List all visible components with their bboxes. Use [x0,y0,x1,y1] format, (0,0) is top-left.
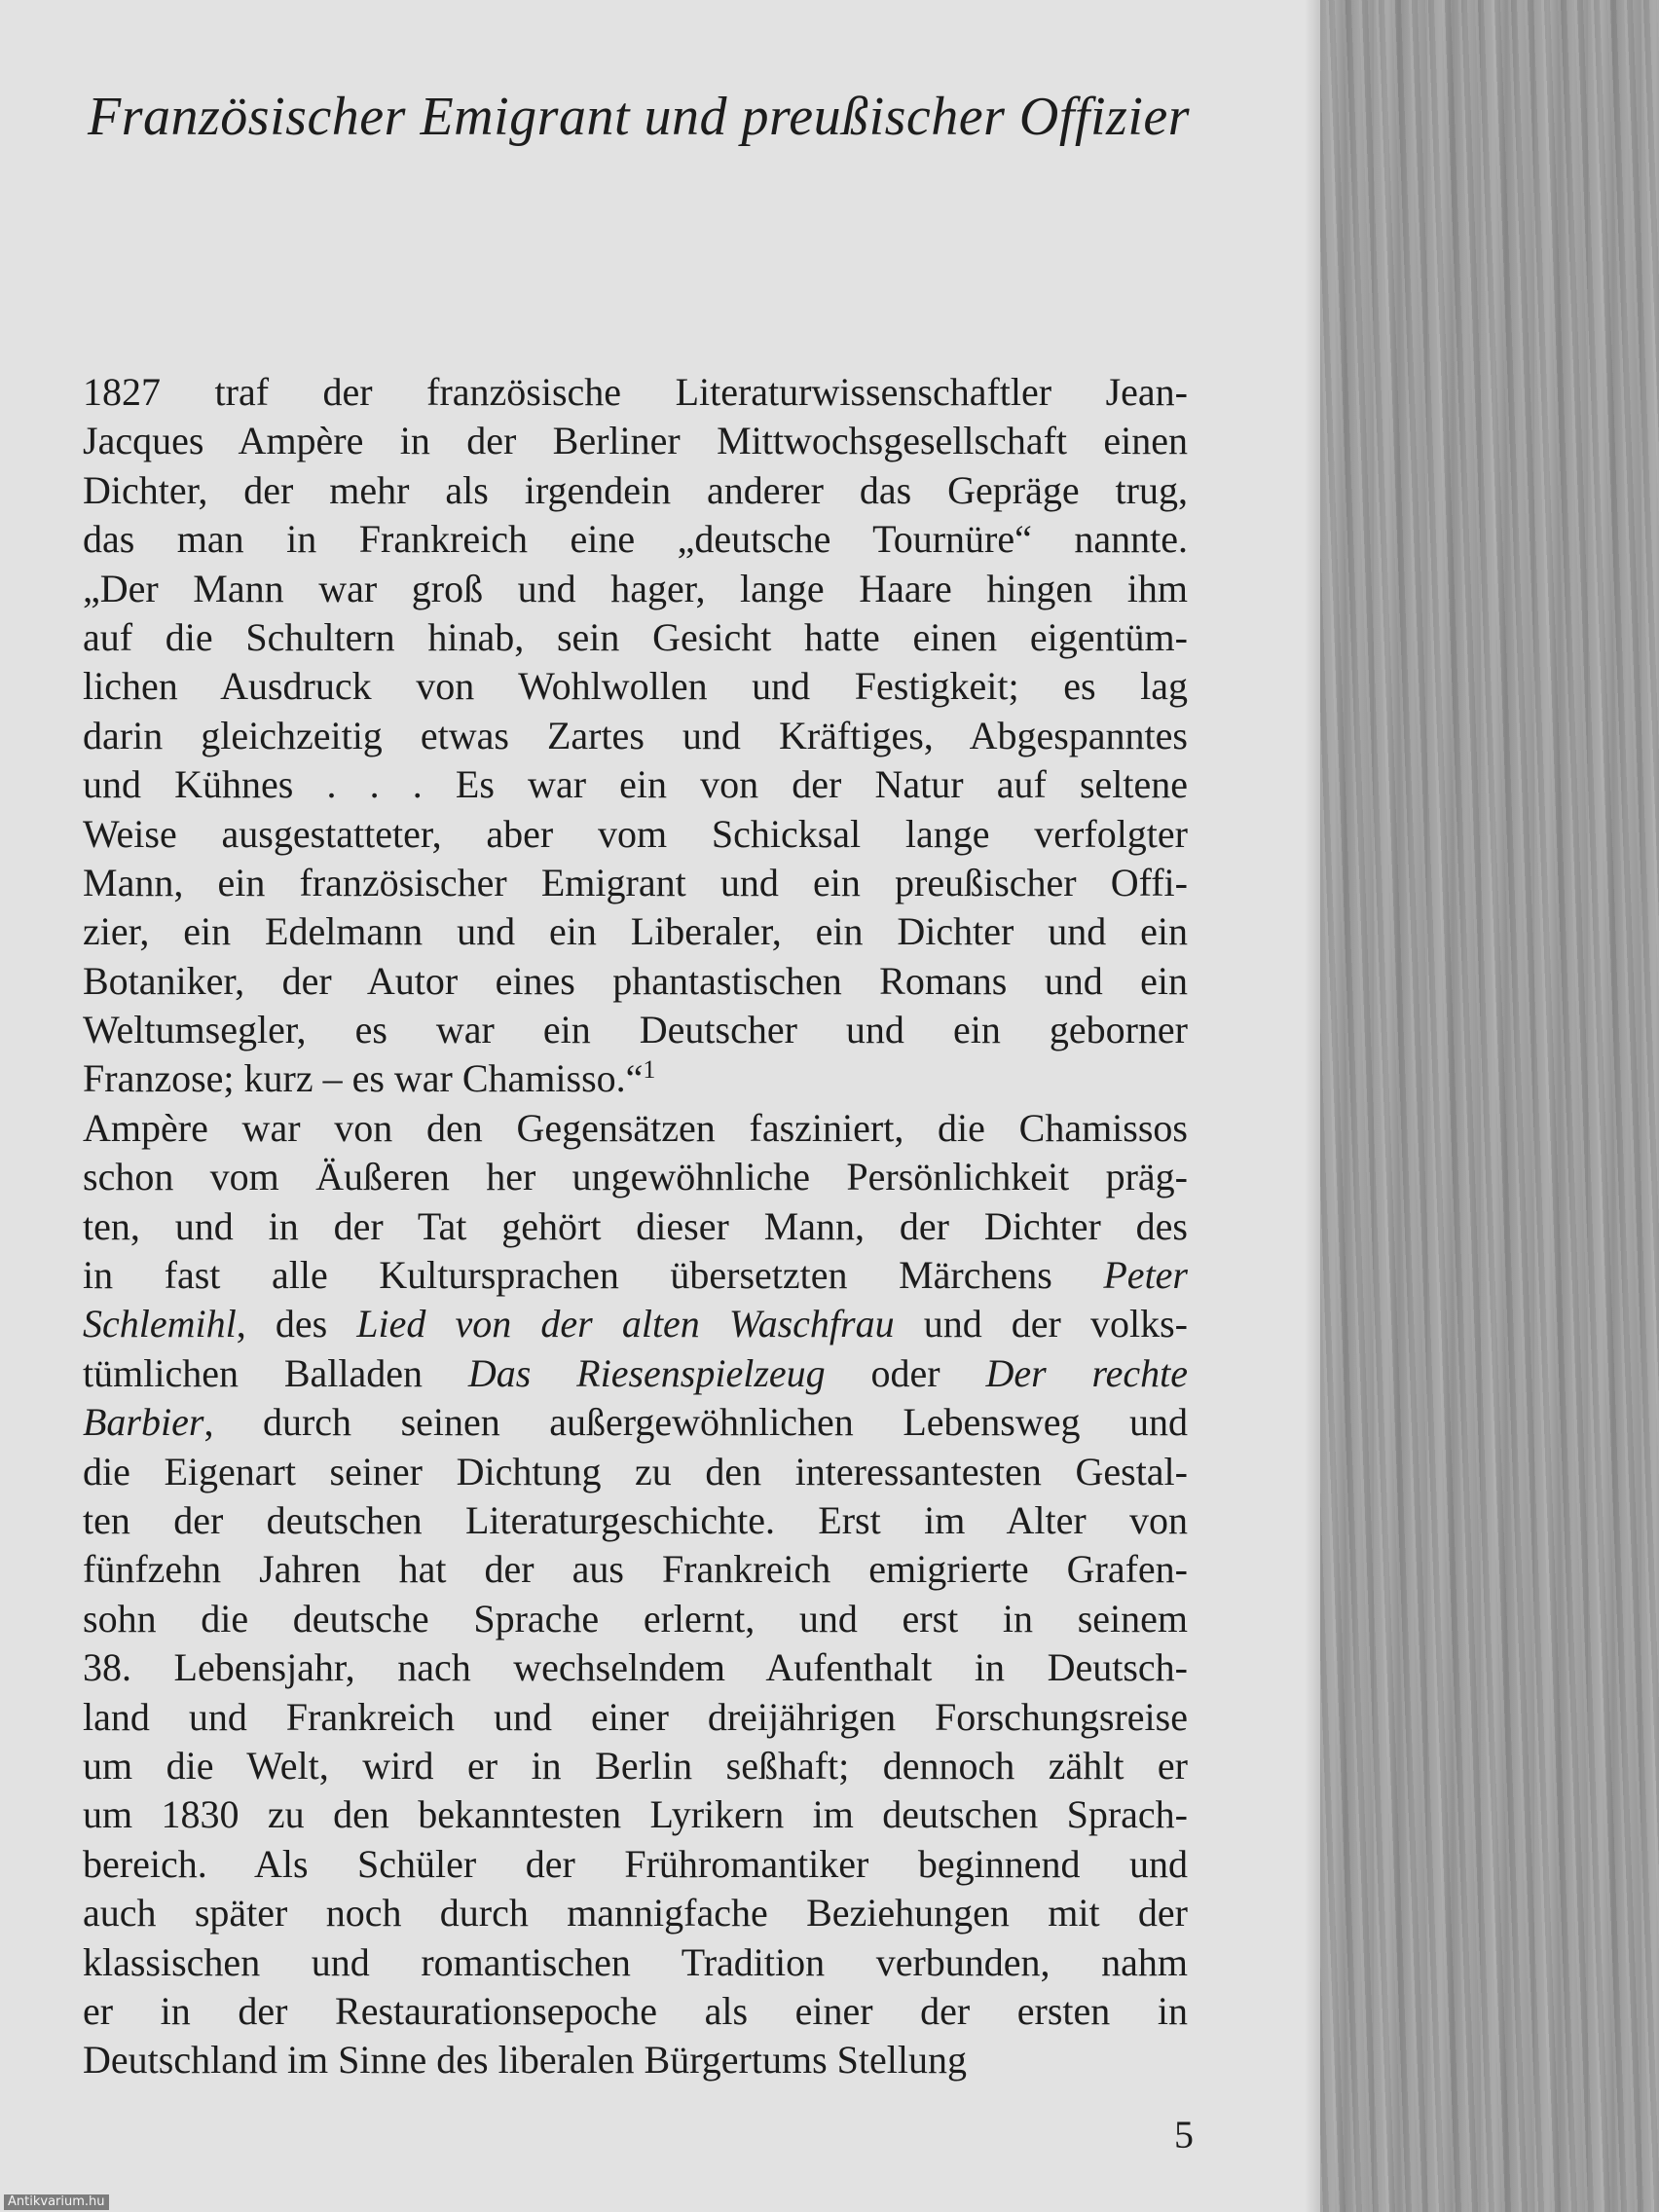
text-line [83,2036,1188,2084]
text-segment: bereich. Als Schüler der Frühromantiker beginnend und [83,1841,1188,1886]
text-segment: Lied von der alten Waschfrau [356,1302,895,1346]
text-segment: das man in Frankreich eine „deutsche Tournüre“ nannte. [83,517,1188,562]
text-line [83,1300,1188,1348]
text-segment: land und Frankreich und einer dreijährigen Forschungsreise [83,1694,1188,1739]
text-segment: die Eigenart seiner Dichtung zu den interessantesten Gestal- [83,1449,1188,1493]
text-segment: Mann, ein französischer Emigrant und ein preußischer Offi- [83,860,1188,904]
text-segment: Weise ausgestatteter, aber vom Schicksal lange verfolgter [83,811,1188,856]
text-line [83,368,1188,417]
text-line [83,1202,1188,1251]
text-segment: Der rechte [985,1350,1188,1395]
text-segment: ten der deutschen Literaturgeschichte. Erst im Alter von [83,1497,1188,1542]
text-line [83,1496,1188,1545]
text-segment: um die Welt, wird er in Berlin seßhaft; dennoch zählt er [83,1743,1188,1788]
text-segment: , durch seinen außergewöhnlichen Lebensweg und [203,1400,1188,1445]
text-line [83,1595,1188,1643]
body-text [83,368,1188,2085]
text-segment: er in der Restaurationsepoche als einer der ersten in [83,1988,1188,2033]
text-segment: 1827 traf der französische Literaturwissenschaftler Jean- [83,370,1188,414]
text-segment: um 1830 zu den bekanntesten Lyrikern im deutschen Sprach- [83,1792,1188,1837]
text-segment: Ampère war von den Gegensätzen fasziniert, die Chamissos [83,1105,1188,1150]
text-line [83,907,1188,956]
text-segment: und Kühnes . . . Es war ein von der Natur auf seltene [83,762,1188,807]
text-segment: sohn die deutsche Sprache erlernt, und erst in seinem [83,1596,1188,1641]
text-segment: Peter [1103,1253,1188,1298]
text-segment: lichen Ausdruck von Wohlwollen und Festigkeit; es lag [83,664,1188,709]
text-segment: tümlichen Balladen [83,1350,468,1395]
text-segment: ten, und in der Tat gehört dieser Mann, der Dichter des [83,1203,1188,1248]
text-segment: „Der Mann war groß und hager, lange Haare hingen ihm [83,566,1188,610]
text-segment: Deutschland im Sinne des liberalen Bürgertums Stellung [83,2038,968,2083]
text-segment: Schlemihl [83,1302,237,1346]
text-segment: und der volks- [894,1302,1188,1346]
text-segment: auch später noch durch mannigfache Beziehungen mit der [83,1891,1188,1936]
text-line [83,1153,1188,1201]
text-line [83,957,1188,1006]
text-segment: oder [825,1350,986,1395]
text-line [83,1643,1188,1692]
footnote-marker: 1 [643,1055,656,1085]
text-line [83,565,1188,613]
text-line [83,1054,1188,1103]
text-segment: darin gleichzeitig etwas Zartes und Kräftiges, Abgespanntes [83,713,1188,757]
text-line [83,1545,1188,1594]
text-line [83,712,1188,760]
text-segment: Das Riesenspielzeug [467,1350,826,1395]
text-segment: Weltumsegler, es war ein Deutscher und ein geborner [83,1008,1188,1052]
watermark: Antikvarium.hu [4,2194,109,2210]
text-line [83,1398,1188,1447]
text-line [83,515,1188,564]
text-segment: Botaniker, der Autor eines phantastischen Romans und ein [83,958,1188,1003]
text-line [83,1104,1188,1153]
page-number: 5 [1174,2113,1194,2157]
text-segment: in fast alle Kultursprachen übersetzten Märchens [83,1253,1104,1298]
text-segment: Franzose; kurz – es war Chamisso.“ [83,1056,644,1101]
text-line [83,1448,1188,1496]
text-segment: schon vom Äußeren her ungewöhnliche Persönlichkeit präg- [83,1155,1188,1199]
text-line [83,1790,1188,1839]
text-line [83,1349,1188,1398]
wood-background [1320,0,1659,2212]
text-line [83,1840,1188,1889]
text-line [83,1987,1188,2036]
text-segment: Dichter, der mehr als irgendein anderer das Gepräge trug, [83,467,1188,512]
text-line [83,662,1188,711]
text-line [83,1006,1188,1054]
text-line [83,760,1188,809]
text-segment: Jacques Ampère in der Berliner Mittwochsgesellschaft einen [83,419,1188,463]
text-line [83,1938,1188,1987]
text-line [83,417,1188,465]
text-segment: , des [236,1302,357,1346]
text-segment: klassischen und romantischen Tradition verbunden, nahm [83,1939,1188,1984]
text-line [83,466,1188,515]
text-segment: fünfzehn Jahren hat der aus Frankreich emigrierte Grafen- [83,1547,1188,1592]
chapter-title: Französischer Emigrant und preußischer Offizier [88,87,1191,147]
text-line [83,1251,1188,1300]
text-line [83,1889,1188,1937]
text-line [83,859,1188,907]
text-line [83,613,1188,662]
text-line [83,810,1188,859]
text-segment: 38. Lebensjahr, nach wechselndem Aufenthalt in Deutsch- [83,1645,1188,1690]
text-line [83,1742,1188,1790]
text-segment: zier, ein Edelmann und ein Liberaler, ein Dichter und ein [83,909,1188,954]
text-line [83,1693,1188,1742]
page-edge-shadow [1305,0,1320,2212]
text-segment: auf die Schultern hinab, sein Gesicht hatte einen eigentüm- [83,614,1188,659]
text-segment: Barbier [83,1400,204,1445]
